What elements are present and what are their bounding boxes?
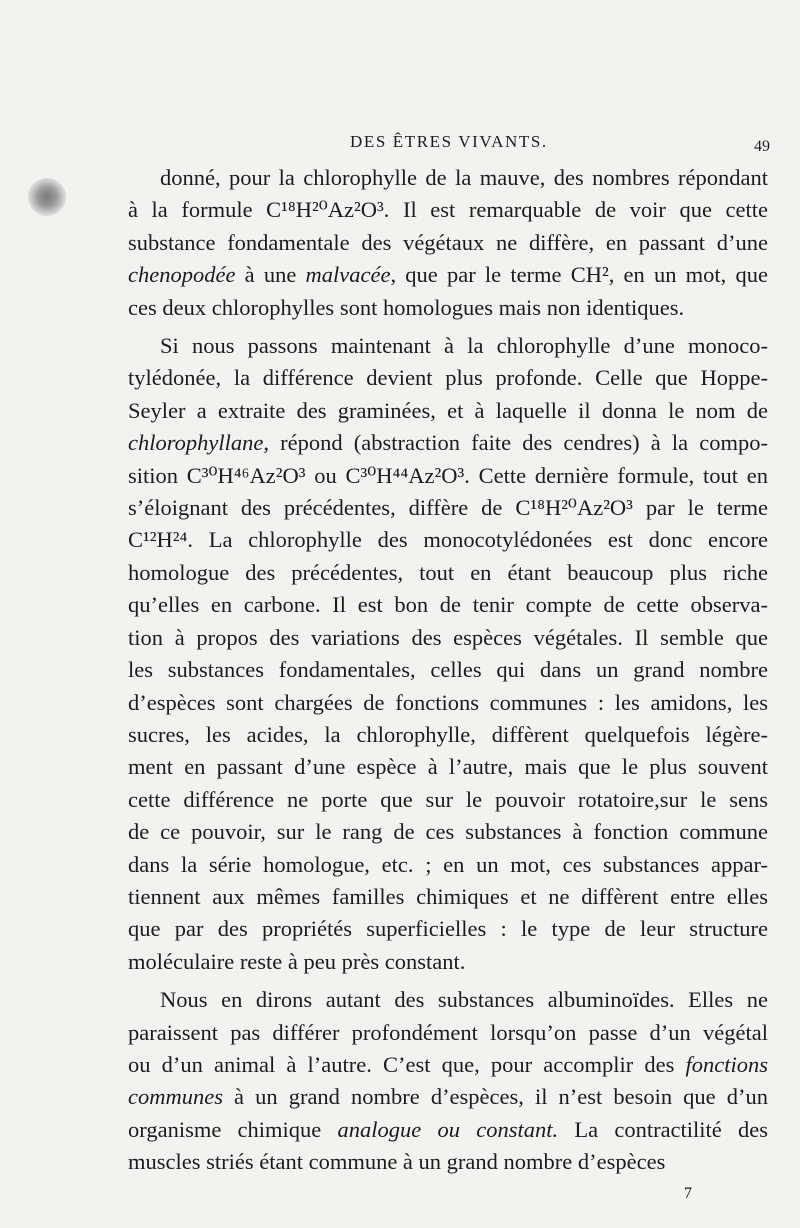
text-run: paraissent pas différer profondément lorsqu’on passe d’un végétal <box>128 1019 768 1045</box>
text-run: tiennent aux mêmes familles chimiques et ne diffèrent entre elles <box>128 883 768 909</box>
text-run: qu’elles en carbone. Il est bon de tenir compte de cette observa- <box>128 592 768 618</box>
text-run: sucres, les acides, la chlorophylle, diffèrent quelquefois légère- <box>128 721 768 747</box>
signature-mark: 7 <box>684 1185 692 1202</box>
text-run: organisme chimique <box>128 1116 338 1142</box>
text-run: à un grand nombre d’espèces, il n’est besoin que d’un <box>222 1084 768 1110</box>
text-line <box>128 194 768 226</box>
text-run: ou d’un animal à l’autre. C’est que, pour accomplir des <box>128 1051 686 1077</box>
text-run: cette différence ne porte que sur le pouvoir rotatoire,sur le sens <box>128 786 768 812</box>
text-run: tylédonée, la différence devient plus profonde. Celle que Hoppe- <box>128 365 768 391</box>
text-run: La contractilité des <box>558 1116 769 1142</box>
ink-spot <box>28 178 66 216</box>
paragraph <box>128 162 768 324</box>
text-run: Seyler a extraite des graminées, et à laquelle il donna le nom de <box>128 397 768 423</box>
text-run: muscles striés étant commune à un grand nombre d’espèces <box>128 1149 666 1175</box>
paragraph <box>128 984 768 1178</box>
text-line <box>128 330 768 362</box>
body-text <box>128 162 768 1179</box>
text-line <box>128 292 768 324</box>
text-run: dans la série homologue, etc. ; en un mot, ces substances appar- <box>128 851 768 877</box>
text-run: , que par le terme CH², en un mot, que <box>390 262 768 288</box>
italic-text: malvacée <box>305 262 391 288</box>
text-line <box>128 622 768 654</box>
text-line <box>128 589 768 621</box>
text-line <box>128 1017 768 1049</box>
text-run: à une <box>235 262 306 288</box>
text-line <box>128 849 768 881</box>
text-line <box>128 1146 768 1178</box>
text-line <box>128 492 768 524</box>
text-run: s’éloignant des précédentes, diffère de C¹⁸H²⁰Az²O³ par le terme <box>128 495 768 521</box>
text-run: substance fondamentale des végétaux ne diffère, en passant d’une <box>128 229 768 255</box>
text-line <box>128 784 768 816</box>
italic-text: analogue ou constant. <box>337 1116 559 1142</box>
text-line <box>128 946 768 978</box>
running-head: DES ÊTRES VIVANTS. <box>350 132 548 151</box>
italic-text: chlorophyllane, <box>128 430 270 456</box>
text-run: homologue des précédentes, tout en étant beaucoup plus riche <box>128 559 768 585</box>
text-run: ces deux chlorophylles sont homologues mais non identiques. <box>128 294 685 320</box>
text-line <box>128 227 768 259</box>
text-run: tion à propos des variations des espèces végétales. Il semble que <box>128 624 768 650</box>
text-line <box>128 259 768 291</box>
text-run: sition C³⁰H⁴⁶Az²O³ ou C³⁰H⁴⁴Az²O³. Cette dernière formule, tout en <box>128 462 768 488</box>
text-run: donné, pour la chlorophylle de la mauve, des nombres répondant <box>160 165 768 190</box>
text-line <box>128 1081 768 1113</box>
text-run: de ce pouvoir, sur le rang de ces substances à fonction commune <box>128 819 768 845</box>
text-line <box>128 816 768 848</box>
text-line <box>128 1049 768 1081</box>
text-run: moléculaire reste à peu près constant. <box>128 948 466 974</box>
text-line <box>128 395 768 427</box>
text-line <box>128 524 768 556</box>
text-line <box>128 162 768 194</box>
text-line <box>128 557 768 589</box>
text-line <box>128 654 768 686</box>
text-line <box>128 984 768 1016</box>
text-line <box>128 719 768 751</box>
text-run: les substances fondamentales, celles qui dans un grand nombre <box>128 657 768 683</box>
text-run: d’espèces sont chargées de fonctions communes : les amidons, les <box>128 689 768 715</box>
italic-text: chenopodée <box>128 262 236 288</box>
text-line <box>128 1114 768 1146</box>
text-line <box>128 881 768 913</box>
text-line <box>128 687 768 719</box>
text-run: ment en passant d’une espèce à l’autre, mais que le plus souvent <box>128 754 768 780</box>
paragraph <box>128 330 768 978</box>
text-run: que par des propriétés superficielles : le type de leur structure <box>128 916 768 942</box>
text-line <box>128 913 768 945</box>
italic-text: fonctions <box>685 1051 768 1077</box>
italic-text: communes <box>128 1084 223 1110</box>
text-run: Si nous passons maintenant à la chlorophylle d’une monoco- <box>160 333 768 359</box>
page-header <box>0 126 800 166</box>
text-line <box>128 362 768 394</box>
text-run: à la formule C¹⁸H²⁰Az²O³. Il est remarquable de voir que cette <box>128 197 768 223</box>
text-run: répond (abstraction faite des cendres) à la compo- <box>269 430 768 456</box>
page-number: 49 <box>754 138 770 155</box>
text-line <box>128 460 768 492</box>
text-run: Nous en dirons autant des substances albuminoïdes. Elles ne <box>160 987 768 1013</box>
text-run: C¹²H²⁴. La chlorophylle des monocotylédonées est donc encore <box>128 527 768 553</box>
text-line <box>128 751 768 783</box>
text-line <box>128 427 768 459</box>
